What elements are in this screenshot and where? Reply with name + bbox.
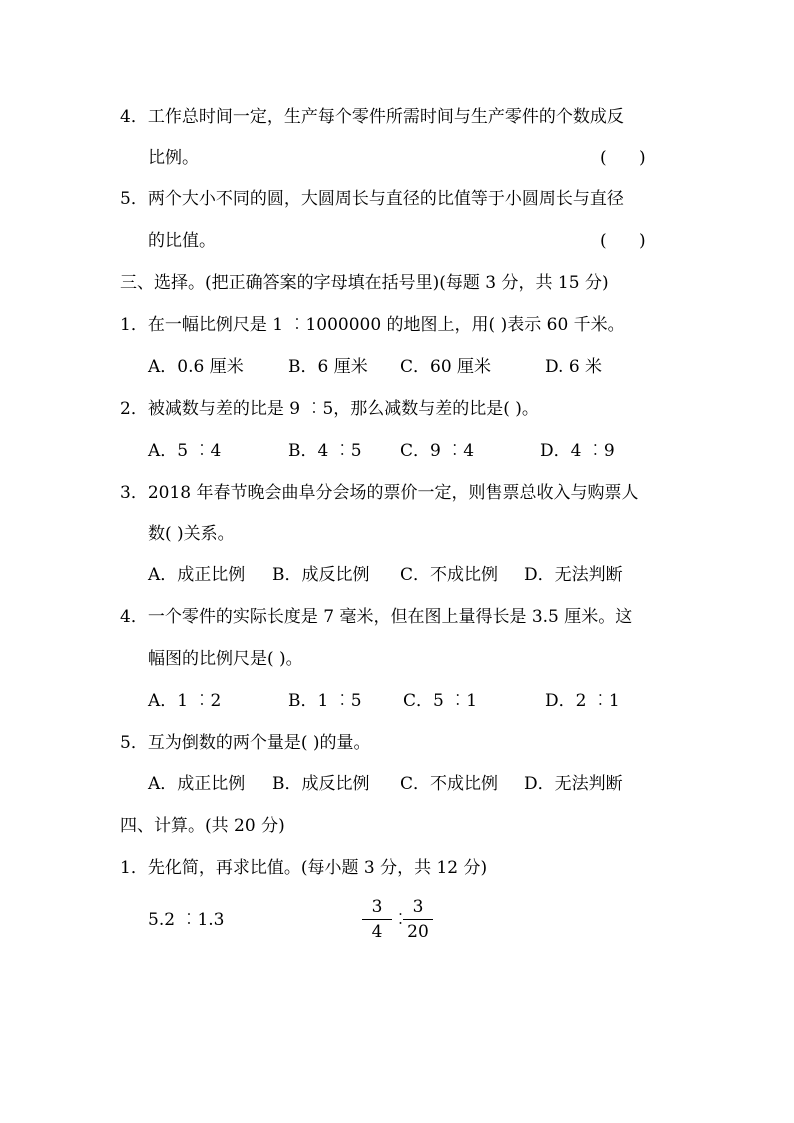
- mc-q1-option-c[interactable]: C．60 厘米: [400, 357, 492, 377]
- mc-q2-option-b[interactable]: B．4 ︰5: [288, 441, 362, 461]
- tf-q4-line2: 比例。: [148, 148, 199, 168]
- mc-q5-option-d[interactable]: D．无法判断: [524, 774, 623, 794]
- mc-q2-option-c[interactable]: C．9 ︰4: [400, 441, 475, 461]
- mc-q3-option-b[interactable]: B．成反比例: [272, 565, 370, 585]
- section-heading-choice: 三、选择。(把正确答案的字母填在括号里)(每题 3 分，共 15 分): [120, 273, 609, 293]
- mc-q3-stem-line2: 数( )关系。: [148, 524, 235, 544]
- calc-q1-stem: 1．先化简，再求比值。(每小题 3 分，共 12 分): [120, 858, 488, 878]
- mc-q5-option-b[interactable]: B．成反比例: [272, 774, 370, 794]
- fraction-bar: [403, 919, 433, 920]
- fraction-three-quarters: [362, 896, 392, 943]
- mc-q3-stem-line1: 3．2018 年春节晚会曲阜分会场的票价一定，则售票总收入与购票人: [120, 483, 639, 503]
- fraction-numerator: 3: [412, 897, 424, 917]
- mc-q3-option-a[interactable]: A．成正比例: [148, 565, 246, 585]
- mc-q2-stem: 2．被减数与差的比是 9 ︰5，那么减数与差的比是( )。: [120, 399, 539, 419]
- tf-q4-answer-paren[interactable]: ( ): [600, 148, 646, 168]
- mc-q4-option-d[interactable]: D．2 ︰1: [545, 691, 620, 711]
- mc-q1-stem: 1．在一幅比例尺是 1 ︰1000000 的地图上，用( )表示 60 千米。: [120, 315, 625, 335]
- mc-q4-option-a[interactable]: A．1 ︰2: [148, 691, 222, 711]
- fraction-numerator: 3: [371, 897, 383, 917]
- mc-q4-stem-line1: 4．一个零件的实际长度是 7 毫米，但在图上量得长是 3.5 厘米。这: [120, 607, 633, 627]
- mc-q3-option-d[interactable]: D．无法判断: [524, 565, 623, 585]
- tf-q5-line1: 5．两个大小不同的圆，大圆周长与直径的比值等于小圆周长与直径: [120, 189, 624, 209]
- mc-q4-option-c[interactable]: C．5 ︰1: [403, 691, 478, 711]
- section-heading-calculation: 四、计算。(共 20 分): [120, 816, 285, 836]
- mc-q5-option-a[interactable]: A．成正比例: [148, 774, 246, 794]
- mc-q5-stem: 5．互为倒数的两个量是( )的量。: [120, 733, 371, 753]
- fraction-denominator: 4: [371, 922, 383, 942]
- tf-q5-line2: 的比值。: [148, 231, 216, 251]
- fraction-denominator: 20: [407, 922, 429, 942]
- mc-q2-option-d[interactable]: D．4 ︰9: [540, 441, 615, 461]
- mc-q2-option-a[interactable]: A．5 ︰4: [148, 441, 222, 461]
- tf-q5-answer-paren[interactable]: ( ): [600, 231, 646, 251]
- mc-q4-stem-line2: 幅图的比例尺是( )。: [148, 649, 303, 669]
- mc-q3-option-c[interactable]: C．不成比例: [400, 565, 499, 585]
- mc-q1-option-a[interactable]: A．0.6 厘米: [148, 357, 244, 377]
- fraction-bar: [362, 919, 392, 920]
- mc-q5-option-c[interactable]: C．不成比例: [400, 774, 499, 794]
- ratio-sign: ︰: [392, 910, 409, 930]
- mc-q4-option-b[interactable]: B．1 ︰5: [288, 691, 362, 711]
- fraction-three-twentieths: [403, 896, 433, 943]
- calc-expression-1: 5.2 ︰1.3: [148, 910, 225, 930]
- tf-q4-line1: 4．工作总时间一定，生产每个零件所需时间与生产零件的个数成反: [120, 107, 624, 127]
- mc-q1-option-d[interactable]: D. 6 米: [545, 357, 603, 377]
- mc-q1-option-b[interactable]: B．6 厘米: [288, 357, 368, 377]
